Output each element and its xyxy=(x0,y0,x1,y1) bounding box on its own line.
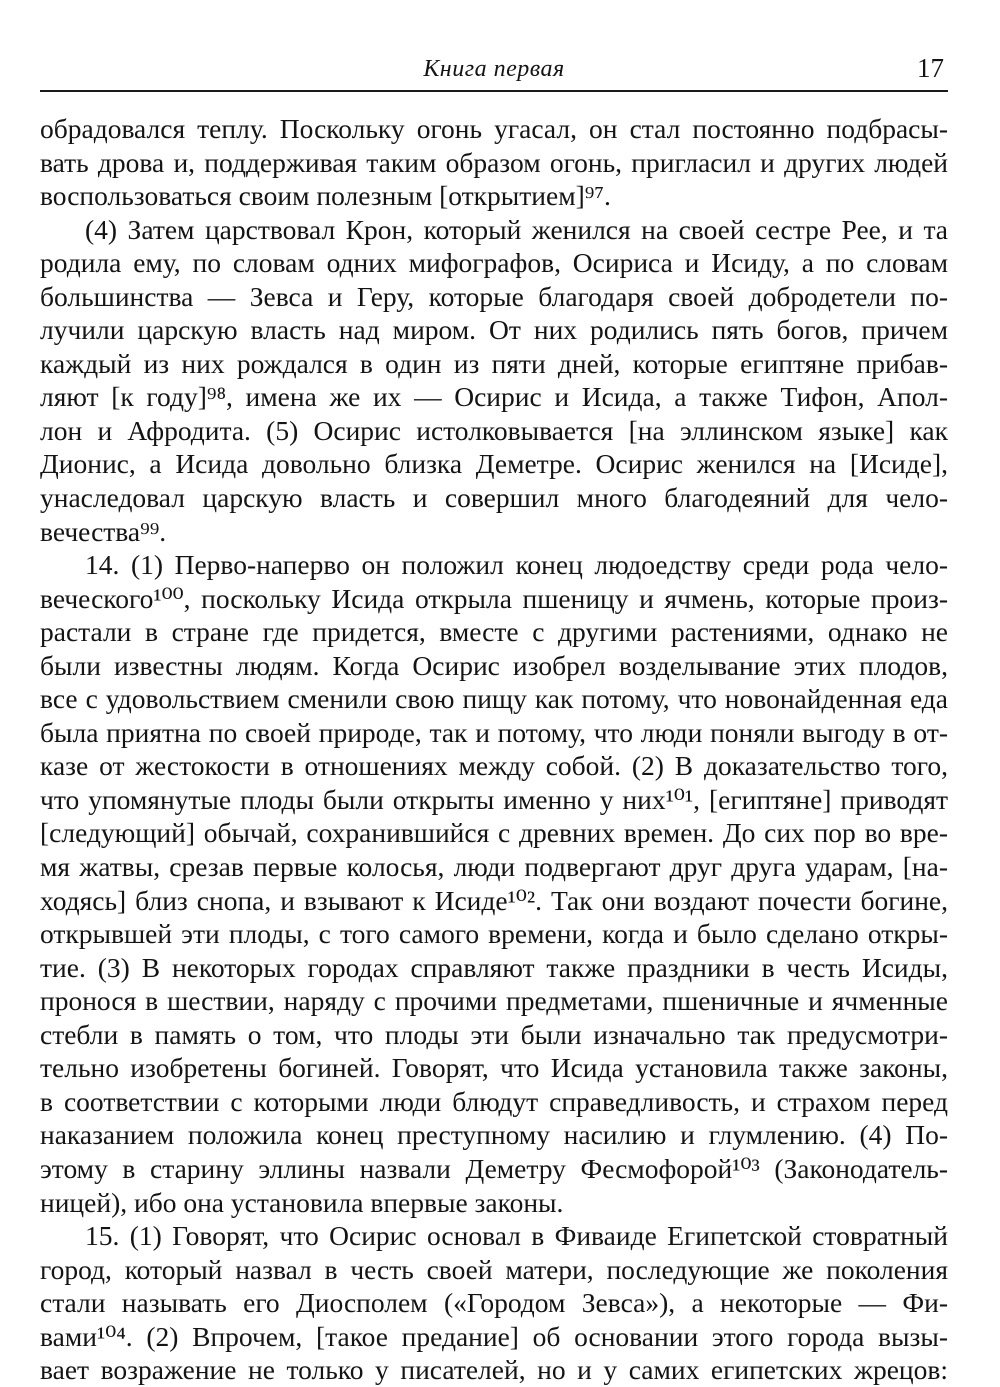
text-line: [следующий] обычай, сохранившийся с древних времен. До сих пор во вре- xyxy=(40,817,948,849)
text-line: стебли в память о том, что плоды эти были изначально так предусмотри- xyxy=(40,1018,948,1050)
text-line: тельно изобретены богиней. Говорят, что Исида установила также законы, xyxy=(40,1052,948,1084)
text-line: 14. (1) Перво-наперво он положил конец людоедству среди рода чело- xyxy=(85,549,948,581)
text-line: этому в старину эллины назвали Деметру Фесмофорой¹⁰³ (Законодатель- xyxy=(40,1152,948,1184)
text-line: Дионис, а Исида довольно близка Деметре. Осирис женился на [Исиде], xyxy=(40,448,948,480)
text-line: были известны людям. Когда Осирис изобрел возделывание этих плодов, xyxy=(40,649,948,681)
text-line: что упомянутые плоды были открыты именно у них¹⁰¹, [египтяне] приводят xyxy=(40,783,948,815)
text-line: город, который назвал в честь своей матери, последующие же поколения xyxy=(40,1253,948,1285)
text-line: все с удовольствием сменили свою пищу как потому, что новонайденная еда xyxy=(40,683,948,715)
text-line: стали называть его Диосполем («Городом Зевса»), а некоторые — Фи- xyxy=(40,1287,948,1319)
text-line: унаследовал царскую власть и совершил много благодеяний для чело- xyxy=(40,482,948,514)
running-title: Книга первая xyxy=(423,56,565,82)
text-line: вает возражение не только у писателей, но и у самих египетских жрецов: xyxy=(40,1354,948,1386)
text-line: лучили царскую власть над миром. От них родились пять богов, причем xyxy=(40,314,948,346)
text-line: веческого¹⁰⁰, поскольку Исида открыла пшеницу и ячмень, которые произ- xyxy=(40,582,948,614)
text-line: тие. (3) В некоторых городах справляют также праздники в честь Исиды, xyxy=(40,951,948,983)
text-line: вами¹⁰⁴. (2) Впрочем, [такое предание] об основании этого города вызы- xyxy=(40,1320,948,1352)
text-line: казе от жестокости в отношениях между собой. (2) В доказательство того, xyxy=(40,750,948,782)
text-line: лон и Афродита. (5) Осирис истолковывается [на эллинском языке] как xyxy=(40,414,948,446)
text-line: наказанием положила конец преступному насилию и глумлению. (4) По- xyxy=(40,1119,948,1151)
text-line: растали в стране где придется, вместе с другими растениями, однако не xyxy=(40,616,948,648)
text-line: вечества⁹⁹. xyxy=(40,515,167,547)
running-header xyxy=(40,50,948,92)
text-line: ходясь] близ снопа, и взывают к Исиде¹⁰². Так они воздают почести богине, xyxy=(40,884,948,916)
text-line: пронося в шествии, наряду с прочими предметами, пшеничные и ячменные xyxy=(40,985,948,1017)
text-line: большинства — Зевса и Геру, которые благодаря своей добродетели по- xyxy=(40,280,948,312)
text-line: (4) Затем царствовал Крон, который женился на своей сестре Рее, и та xyxy=(85,213,948,245)
text-line: в соответствии с которыми люди блюдут справедливость, и страхом перед xyxy=(40,1085,948,1117)
body-text xyxy=(40,112,948,1387)
text-line: родила ему, по словам одних мифографов, Осириса и Исиду, а по словам xyxy=(40,247,948,279)
text-line: ницей), ибо она установила впервые законы. xyxy=(40,1186,564,1218)
text-line: воспользоваться своим полезным [открытием]⁹⁷. xyxy=(40,180,611,212)
text-line: 15. (1) Говорят, что Осирис основал в Фиваиде Египетской стовратный xyxy=(85,1220,948,1252)
text-line: была приятна по своей природе, так и потому, что люди поняли выгоду в от- xyxy=(40,716,948,748)
text-line: обрадовался теплу. Поскольку огонь угасал, он стал постоянно подбрасы- xyxy=(40,113,948,144)
text-line: мя жатвы, срезав первые колосья, люди подвергают друг друга ударам, [на- xyxy=(40,851,948,883)
page-number: 17 xyxy=(917,53,944,83)
text-line: ляют [к году]⁹⁸, имена же их — Осирис и Исида, а также Тифон, Апол- xyxy=(40,381,948,413)
text-line: вать дрова и, поддерживая таким образом огонь, пригласил и других людей xyxy=(40,146,948,178)
text-line: открывшей эти плоды, с того самого времени, когда и было сделано откры- xyxy=(40,918,948,950)
text-line: каждый из них рождался в один из пяти дней, которые египтяне прибав- xyxy=(40,347,948,379)
